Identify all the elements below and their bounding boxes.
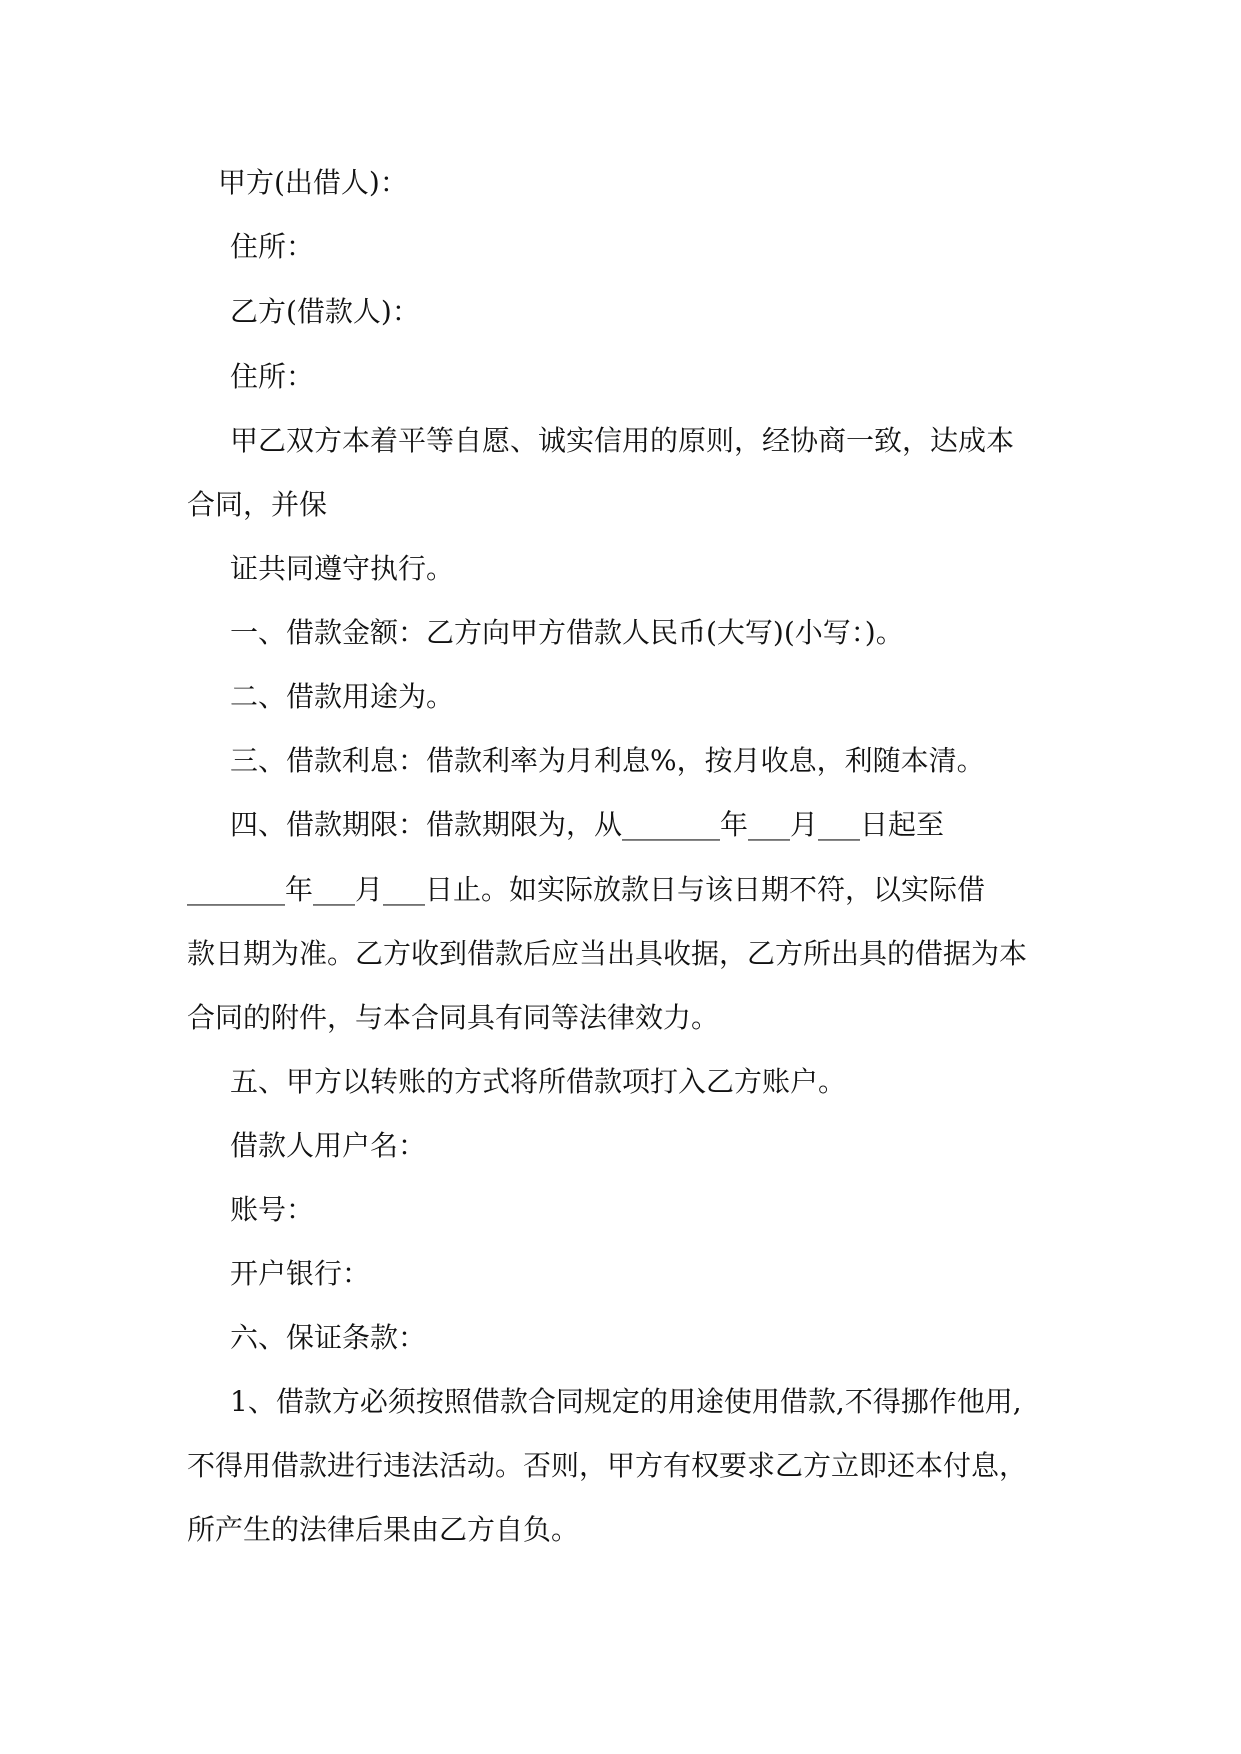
clause-loan-term-line: 款日期为准。乙方收到借款后应当出具收据，乙方所出具的借据为本	[187, 937, 1028, 970]
preamble-line: 证共同遵守执行。	[230, 552, 455, 585]
lender-label: 甲方(出借人)：	[218, 166, 408, 199]
guarantee-item-line: 1、借款方必须按照借款合同规定的用途使用借款,不得挪作他用,	[230, 1385, 1022, 1418]
clause-loan-term-line: _______年___月___日止。如实际放款日与该日期不符，以实际借	[187, 873, 986, 906]
clause-loan-term-line: 合同的附件，与本合同具有同等法律效力。	[187, 1001, 720, 1034]
clause-loan-term: 四、借款期限：借款期限为，从_______年___月___日起至	[230, 808, 945, 841]
preamble-line: 合同，并保	[187, 488, 328, 521]
guarantee-item-line: 不得用借款进行违法活动。否则，甲方有权要求乙方立即还本付息，	[187, 1449, 1028, 1482]
account-number-label: 账号：	[230, 1193, 315, 1226]
clause-loan-purpose: 二、借款用途为。	[230, 680, 455, 713]
guarantee-item-line: 所产生的法律后果由乙方自负。	[187, 1513, 580, 1546]
lender-address-label: 住所：	[230, 230, 315, 263]
borrower-address-label: 住所：	[230, 360, 315, 393]
borrower-label: 乙方(借款人)：	[230, 295, 420, 328]
account-name-label: 借款人用户名：	[230, 1129, 427, 1162]
preamble-line: 甲乙双方本着平等自愿、诚实信用的原则，经协商一致，达成本	[230, 424, 1015, 457]
clause-loan-interest: 三、借款利息：借款利率为月利息%，按月收息，利随本清。	[230, 744, 985, 777]
clause-guarantee-heading: 六、保证条款：	[230, 1321, 427, 1354]
clause-transfer: 五、甲方以转账的方式将所借款项打入乙方账户。	[230, 1065, 847, 1098]
bank-label: 开户银行：	[230, 1257, 371, 1290]
clause-loan-amount: 一、借款金额：乙方向甲方借款人民币(大写)(小写：)。	[230, 616, 904, 649]
